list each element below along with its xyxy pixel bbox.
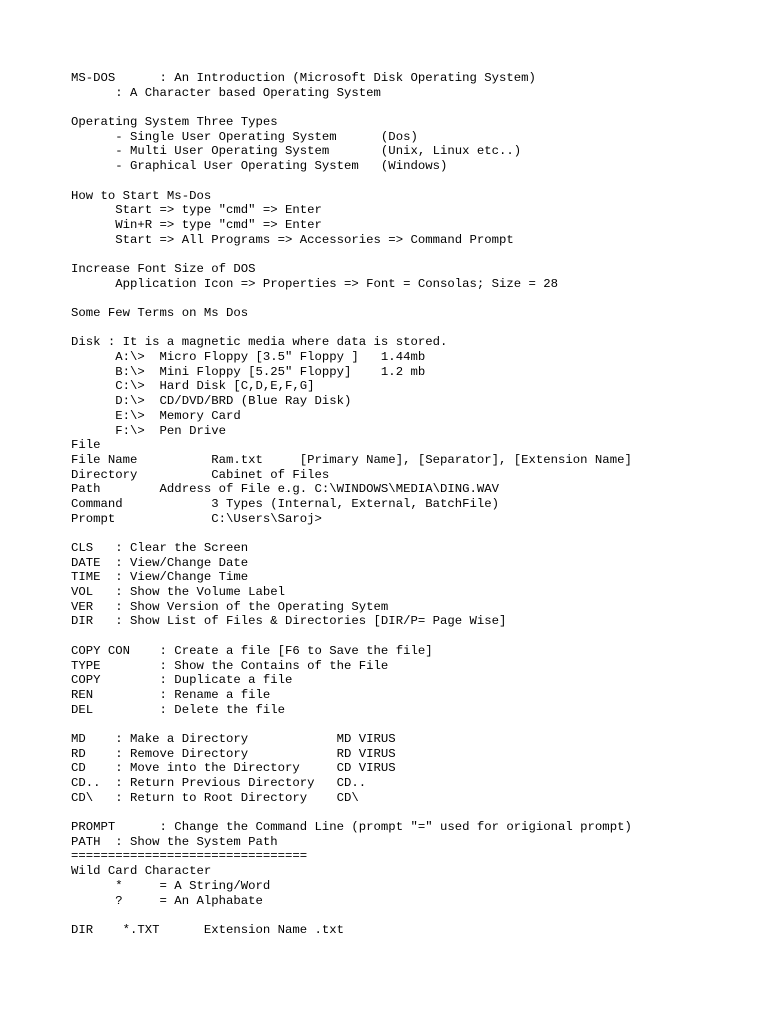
text-line: Prompt C:\Users\Saroj> <box>71 511 322 526</box>
text-line: Wild Card Character <box>71 864 212 879</box>
text-line: : A Character based Operating System <box>71 85 381 100</box>
blank-line <box>71 908 768 923</box>
text-line: E:\> Memory Card <box>71 408 241 423</box>
blank-line <box>71 247 768 262</box>
text-line: File Name Ram.txt [Primary Name], [Separator], [Extension Name] <box>71 452 632 467</box>
text-line: Application Icon => Properties => Font = Consolas; Size = 28 <box>71 276 559 291</box>
text-line: VER : Show Version of the Operating Sytem <box>71 599 389 614</box>
text-line: RD : Remove Directory RD VIRUS <box>71 746 396 761</box>
text-line: Operating System Three Types <box>71 115 278 130</box>
text-line: VOL : Show the Volume Label <box>71 585 286 600</box>
text-line: MS-DOS : An Introduction (Microsoft Disk Operating System) <box>71 71 536 85</box>
text-line: DATE : View/Change Date <box>71 555 249 570</box>
text-line: D:\> CD/DVD/BRD (Blue Ray Disk) <box>71 394 352 409</box>
text-line: - Multi User Operating System (Unix, Linux etc..) <box>71 144 522 159</box>
text-line: Increase Font Size of DOS <box>71 261 256 276</box>
text-line: DEL : Delete the file <box>71 702 286 717</box>
text-line: * = A String/Word <box>71 878 271 893</box>
text-line: How to Start Ms-Dos <box>71 188 212 203</box>
text-line: CD : Move into the Directory CD VIRUS <box>71 761 396 776</box>
text-line: - Single User Operating System (Dos) <box>71 129 418 144</box>
text-line: ================================ <box>71 849 308 864</box>
text-line: Command 3 Types (Internal, External, BatchFile) <box>71 496 500 511</box>
text-line: CD\ : Return to Root Directory CD\ <box>71 790 359 805</box>
text-line: COPY : Duplicate a file <box>71 673 293 688</box>
text-line: Disk : It is a magnetic media where data is stored. <box>71 335 448 350</box>
text-line: Directory Cabinet of Files <box>71 467 330 482</box>
text-line: TYPE : Show the Contains of the File <box>71 658 389 673</box>
document-page <box>71 71 768 938</box>
text-line: - Graphical User Operating System (Windows) <box>71 159 448 174</box>
text-line: DIR *.TXT Extension Name .txt <box>71 922 345 937</box>
text-line: ? = An Alphabate <box>71 893 263 908</box>
text-line: DIR : Show List of Files & Directories [DIR/P= Page Wise] <box>71 614 507 629</box>
text-line: PROMPT : Change the Command Line (prompt "=" used for origional prompt) <box>71 820 632 835</box>
text-line: PATH : Show the System Path <box>71 834 278 849</box>
text-line: Path Address of File e.g. C:\WINDOWS\MEDIA\DING.WAV <box>71 482 500 497</box>
blank-line <box>71 717 768 732</box>
text-line: CLS : Clear the Screen <box>71 541 249 555</box>
blank-line <box>71 321 768 336</box>
text-line: F:\> Pen Drive <box>71 423 226 438</box>
text-line: CD.. : Return Previous Directory CD.. <box>71 776 367 790</box>
text-line: A:\> Micro Floppy [3.5" Floppy ] 1.44mb <box>71 350 426 365</box>
text-line: File <box>71 438 101 453</box>
text-line: C:\> Hard Disk [C,D,E,F,G] <box>71 379 315 394</box>
text-line: Start => type "cmd" => Enter <box>71 203 322 218</box>
blank-line <box>71 100 768 115</box>
text-line: Win+R => type "cmd" => Enter <box>71 217 322 232</box>
text-line: Start => All Programs => Accessories => Command Prompt <box>71 232 514 247</box>
text-line: Some Few Terms on Ms Dos <box>71 306 249 320</box>
blank-line <box>71 805 768 820</box>
text-line: B:\> Mini Floppy [5.25" Floppy] 1.2 mb <box>71 364 426 379</box>
blank-line <box>71 629 768 644</box>
blank-line <box>71 174 768 189</box>
text-line: TIME : View/Change Time <box>71 570 249 585</box>
text-line: MD : Make a Directory MD VIRUS <box>71 731 396 746</box>
blank-line <box>71 526 768 541</box>
text-line: REN : Rename a file <box>71 687 271 702</box>
text-line: COPY CON : Create a file [F6 to Save the file] <box>71 643 433 658</box>
blank-line <box>71 291 768 306</box>
